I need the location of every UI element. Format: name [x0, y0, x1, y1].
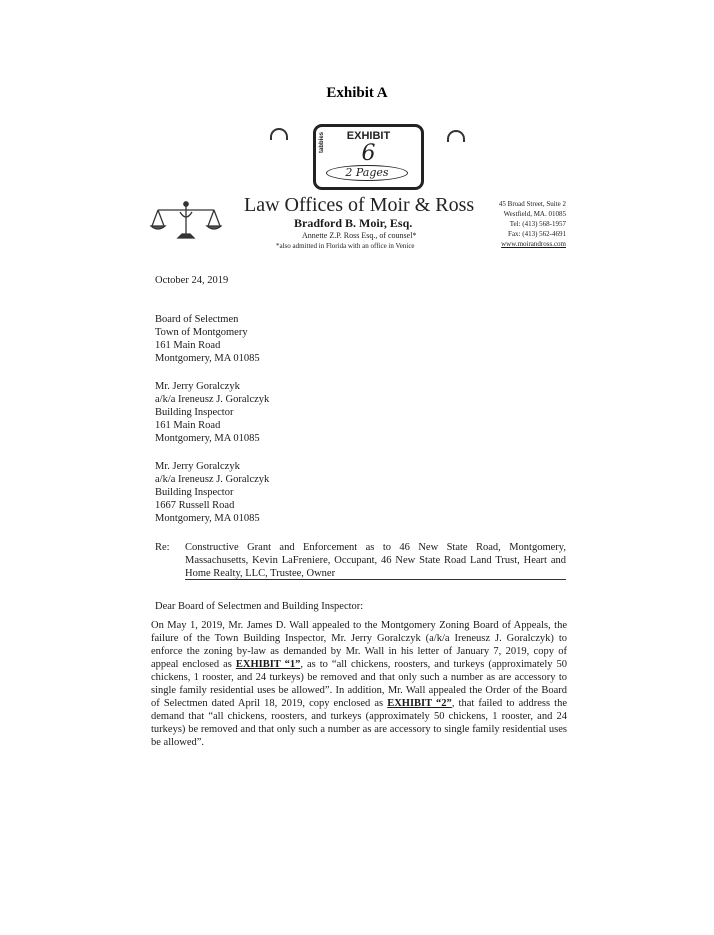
paragraph-text: , that failed to address the demand that “all chickens, roosters, and turkeys (approximately 50 chickens, 1 rooster, and 24 turkeys) be removed and that only such a number as are accessory to single family residential uses be allowed”.: [151, 698, 567, 748]
address-line: Mr. Jerry Goralczyk: [155, 381, 240, 392]
paragraph-text: , as to “all chickens, roosters, and turkeys (approximately 50 chickens, 1 rooster, and 24 turkeys) be removed and that only such a number as are accessory to single family residential uses be allowed”. In addition, Mr. Wall appealed the Order of the Board of Selectmen dated April 18, 2019, copy enclosed as: [151, 659, 567, 709]
re-label: Re:: [155, 542, 170, 553]
page-title: Exhibit A: [326, 85, 388, 101]
exhibit-2-reference: EXHIBIT “2”: [387, 698, 452, 709]
firm-tel: Tel: (413) 568-1957: [509, 220, 566, 228]
exhibit-stamp-pages: 2 Pages: [326, 165, 408, 181]
address-line: Montgomery, MA 01085: [155, 433, 260, 444]
salutation: Dear Board of Selectmen and Building Inspector:: [155, 601, 364, 612]
attorney-name: Bradford B. Moir, Esq.: [294, 216, 413, 230]
exhibit-stamp-number: 6: [361, 141, 376, 166]
re-underline: [185, 579, 566, 580]
address-line: 1667 Russell Road: [155, 500, 235, 511]
address-line: a/k/a Ireneusz J. Goralczyk: [155, 394, 270, 405]
firm-street: 45 Broad Street, Suite 2: [498, 200, 566, 208]
firm-city: Westfield, MA. 01085: [503, 210, 566, 218]
firm-fax: Fax: (413) 562-4691: [508, 230, 566, 238]
hole-punch-mark-right: [447, 130, 465, 142]
address-line: 161 Main Road: [155, 340, 221, 351]
address-line: 161 Main Road: [155, 420, 221, 431]
address-line: Board of Selectmen: [155, 314, 239, 325]
address-line: Building Inspector: [155, 407, 234, 418]
recipient-block-2: [155, 380, 269, 445]
recipient-block-3: [155, 460, 269, 525]
body-paragraph: [151, 619, 567, 749]
letter-date: October 24, 2019: [155, 275, 229, 286]
scales-of-justice-icon: [150, 200, 222, 242]
address-line: Mr. Jerry Goralczyk: [155, 461, 240, 472]
admitted-note: *also admitted in Florida with an office in Venice: [276, 242, 415, 250]
exhibit-stamp-label: EXHIBIT: [346, 130, 391, 142]
of-counsel: Annette Z.P. Ross Esq., of counsel*: [302, 231, 417, 240]
exhibit-1-reference: EXHIBIT “1”: [235, 659, 301, 670]
address-line: Montgomery, MA 01085: [155, 513, 260, 524]
exhibit-stamp-side-text: tabbies: [319, 131, 325, 153]
address-line: Montgomery, MA 01085: [155, 353, 260, 364]
recipient-block-1: [155, 313, 260, 365]
hole-punch-mark-left: [270, 128, 288, 140]
paragraph-text: On May 1, 2019, Mr. James D. Wall appealed to the Montgomery Zoning Board of Appeals, the failure of the Town Building Inspector, Mr. Jerry Goralczyk (a/k/a Ireneusz J. Goralczyk) to enforce the zoning by-law as demanded by Mr. Wall in his letter of January 7, 2019, copy of appeal enclosed as: [151, 620, 567, 670]
address-line: a/k/a Ireneusz J. Goralczyk: [155, 474, 270, 485]
re-subject: Constructive Grant and Enforcement as to 46 New State Road, Montgomery, Massachusetts, Kevin LaFreniere, Occupant, 46 New State Road Land Trust, Heart and Home Realty, LLC, Trustee, Owner: [185, 542, 566, 579]
firm-name: Law Offices of Moir & Ross: [244, 194, 475, 216]
firm-website-link[interactable]: www.moirandross.com: [501, 240, 566, 248]
exhibit-stamp: [313, 124, 424, 190]
address-line: Town of Montgomery: [155, 327, 248, 338]
address-line: Building Inspector: [155, 487, 234, 498]
